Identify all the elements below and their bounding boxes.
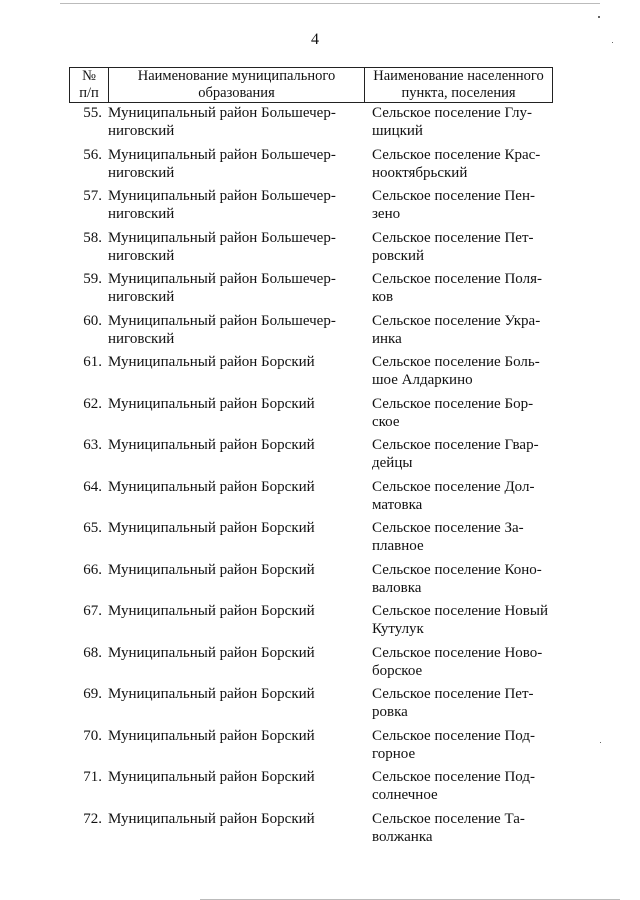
table-row	[69, 312, 559, 354]
municipality-line: Муниципальный район Борский	[108, 769, 315, 785]
scan-speck	[600, 742, 601, 743]
row-number: 66.	[83, 561, 102, 578]
municipality-cell	[107, 727, 366, 769]
settlement-line: валовка	[372, 579, 422, 596]
municipality-cell	[107, 436, 366, 478]
table-row	[69, 104, 559, 146]
municipality-cell	[107, 519, 366, 561]
settlement-cell	[366, 146, 556, 188]
settlement-cell	[366, 810, 556, 852]
municipality-cell	[107, 187, 366, 229]
municipality-cell	[107, 644, 366, 686]
settlement-cell	[366, 395, 556, 437]
header-num-line: п/п	[79, 85, 99, 101]
municipality-line: ниговский	[108, 289, 175, 305]
municipality-line: Муниципальный район Борский	[108, 810, 315, 827]
settlement-line: Сельское поселение Под-	[372, 727, 535, 744]
settlement-line: ровский	[372, 247, 424, 264]
municipality-cell	[107, 602, 366, 644]
municipality-line: Муниципальный район Борский	[108, 686, 315, 702]
row-number: 56.	[83, 146, 102, 163]
municipality-line: ниговский	[108, 123, 175, 139]
table-row	[69, 478, 559, 520]
municipality-line: Муниципальный район Большечер-	[108, 271, 336, 287]
municipality-cell	[107, 229, 366, 271]
settlement-line: Сельское поселение Коно-	[372, 561, 542, 578]
settlement-line: Кутулук	[372, 621, 424, 637]
header-num-cell	[70, 68, 109, 103]
row-number: 71.	[83, 769, 102, 785]
municipality-line: Муниципальный район Борский	[108, 727, 315, 744]
table-row	[69, 561, 559, 603]
municipality-cell	[107, 270, 366, 312]
settlement-line: инка	[372, 330, 402, 347]
settlement-line: горное	[372, 745, 416, 762]
municipality-cell	[107, 561, 366, 603]
row-number: 68.	[83, 644, 102, 661]
municipality-cell	[107, 312, 366, 354]
row-number: 65.	[83, 520, 102, 536]
municipality-line: Муниципальный район Борский	[108, 395, 315, 412]
municipality-cell	[107, 395, 366, 437]
settlement-line: Сельское поселение Пет-	[372, 686, 534, 702]
settlement-line: зено	[372, 206, 401, 222]
settlement-cell	[366, 270, 556, 312]
municipality-line: Муниципальный район Борский	[108, 478, 315, 495]
table-row	[69, 768, 559, 810]
municipality-cell	[107, 768, 366, 810]
table-row	[69, 395, 559, 437]
table-row	[69, 519, 559, 561]
settlement-line: плавное	[372, 538, 424, 554]
row-number: 60.	[83, 312, 102, 329]
settlement-line: шое Алдаркино	[372, 372, 473, 388]
municipality-line: Муниципальный район Борский	[108, 644, 315, 661]
settlement-line: волжанка	[372, 828, 433, 845]
settlement-line: Сельское поселение Крас-	[372, 146, 541, 163]
settlement-line: ровка	[372, 704, 408, 720]
settlement-line: борское	[372, 662, 423, 679]
settlement-cell	[366, 436, 556, 478]
settlement-cell	[366, 519, 556, 561]
settlement-cell	[366, 312, 556, 354]
table-row	[69, 146, 559, 188]
row-number: 61.	[83, 354, 102, 370]
row-number: 72.	[83, 810, 102, 827]
municipality-cell	[107, 478, 366, 520]
row-number: 70.	[83, 727, 102, 744]
settlement-cell	[366, 229, 556, 271]
settlement-cell	[366, 768, 556, 810]
settlement-line: Сельское поселение Пет-	[372, 229, 534, 246]
table-row	[69, 187, 559, 229]
scan-speck	[598, 16, 600, 18]
settlement-line: шицкий	[372, 123, 423, 139]
settlement-line: Сельское поселение За-	[372, 520, 524, 536]
table-row	[69, 229, 559, 271]
row-number: 55.	[83, 105, 102, 121]
settlement-line: Сельское поселение Под-	[372, 769, 535, 785]
municipality-line: Муниципальный район Борский	[108, 520, 315, 536]
municipality-line: Муниципальный район Борский	[108, 561, 315, 578]
settlement-line: Сельское поселение Та-	[372, 810, 525, 827]
settlement-line: Сельское поселение Укра-	[372, 312, 541, 329]
settlement-cell	[366, 644, 556, 686]
header-num-line: №	[82, 68, 96, 84]
table-row	[69, 685, 559, 727]
settlement-cell	[366, 685, 556, 727]
header-municipality-line: Наименование муниципального	[137, 68, 336, 84]
settlement-line: солнечное	[372, 787, 438, 803]
table-row	[69, 727, 559, 769]
municipality-cell	[107, 685, 366, 727]
table-row	[69, 436, 559, 478]
settlement-line: Сельское поселение Пен-	[372, 188, 535, 204]
table-row	[69, 644, 559, 686]
settlement-cell	[366, 478, 556, 520]
row-number: 69.	[83, 686, 102, 702]
settlement-line: ков	[372, 289, 394, 305]
row-number: 64.	[83, 478, 102, 495]
municipality-line: Муниципальный район Большечер-	[108, 105, 336, 121]
municipality-line: Муниципальный район Большечер-	[108, 146, 336, 163]
table-body	[69, 104, 559, 851]
settlement-cell	[366, 353, 556, 395]
settlement-line: ское	[372, 413, 400, 430]
settlement-line: Сельское поселение Новый	[372, 603, 548, 619]
settlement-line: Сельское поселение Глу-	[372, 105, 532, 121]
table-header	[69, 67, 553, 103]
table-row	[69, 810, 559, 852]
municipality-line: Муниципальный район Большечер-	[108, 188, 336, 204]
municipality-line: Муниципальный район Борский	[108, 354, 315, 370]
municipality-line: Муниципальный район Большечер-	[108, 312, 336, 329]
municipality-line: Муниципальный район Борский	[108, 437, 315, 453]
settlement-cell	[366, 602, 556, 644]
settlement-line: дейцы	[372, 455, 413, 471]
settlement-line: Сельское поселение Дол-	[372, 478, 535, 495]
row-number: 59.	[83, 271, 102, 287]
header-settlement-cell	[365, 68, 553, 103]
row-number: 57.	[83, 188, 102, 204]
row-number: 63.	[83, 437, 102, 453]
settlement-line: Сельское поселение Поля-	[372, 271, 542, 287]
table-row	[69, 353, 559, 395]
row-number: 58.	[83, 229, 102, 246]
municipality-cell	[107, 146, 366, 188]
settlement-line: Сельское поселение Гвар-	[372, 437, 539, 453]
header-municipality-cell	[109, 68, 365, 103]
settlement-cell	[366, 104, 556, 146]
page-number: 4	[311, 31, 319, 48]
settlement-line: Сельское поселение Ново-	[372, 644, 543, 661]
settlement-cell	[366, 187, 556, 229]
municipality-line: ниговский	[108, 206, 175, 222]
settlement-cell	[366, 561, 556, 603]
header-settlement-line: пункта, поселения	[401, 85, 516, 101]
settlement-cell	[366, 727, 556, 769]
settlement-line: Сельское поселение Боль-	[372, 354, 540, 370]
header-municipality-line: образования	[198, 85, 275, 101]
municipality-cell	[107, 104, 366, 146]
row-number: 67.	[83, 603, 102, 619]
scan-top-edge	[60, 3, 600, 4]
municipality-line: ниговский	[108, 247, 175, 264]
row-number: 62.	[83, 395, 102, 412]
header-settlement-line: Наименование населенного	[373, 68, 544, 84]
municipality-line: Муниципальный район Большечер-	[108, 229, 336, 246]
settlement-line: матовка	[372, 496, 423, 513]
settlement-line: Сельское поселение Бор-	[372, 395, 534, 412]
settlement-line: нооктябрьский	[372, 164, 468, 181]
municipality-line: ниговский	[108, 164, 175, 181]
municipality-cell	[107, 810, 366, 852]
table-row	[69, 602, 559, 644]
municipality-line: Муниципальный район Борский	[108, 603, 315, 619]
municipality-cell	[107, 353, 366, 395]
municipality-line: ниговский	[108, 330, 175, 347]
table-row	[69, 270, 559, 312]
